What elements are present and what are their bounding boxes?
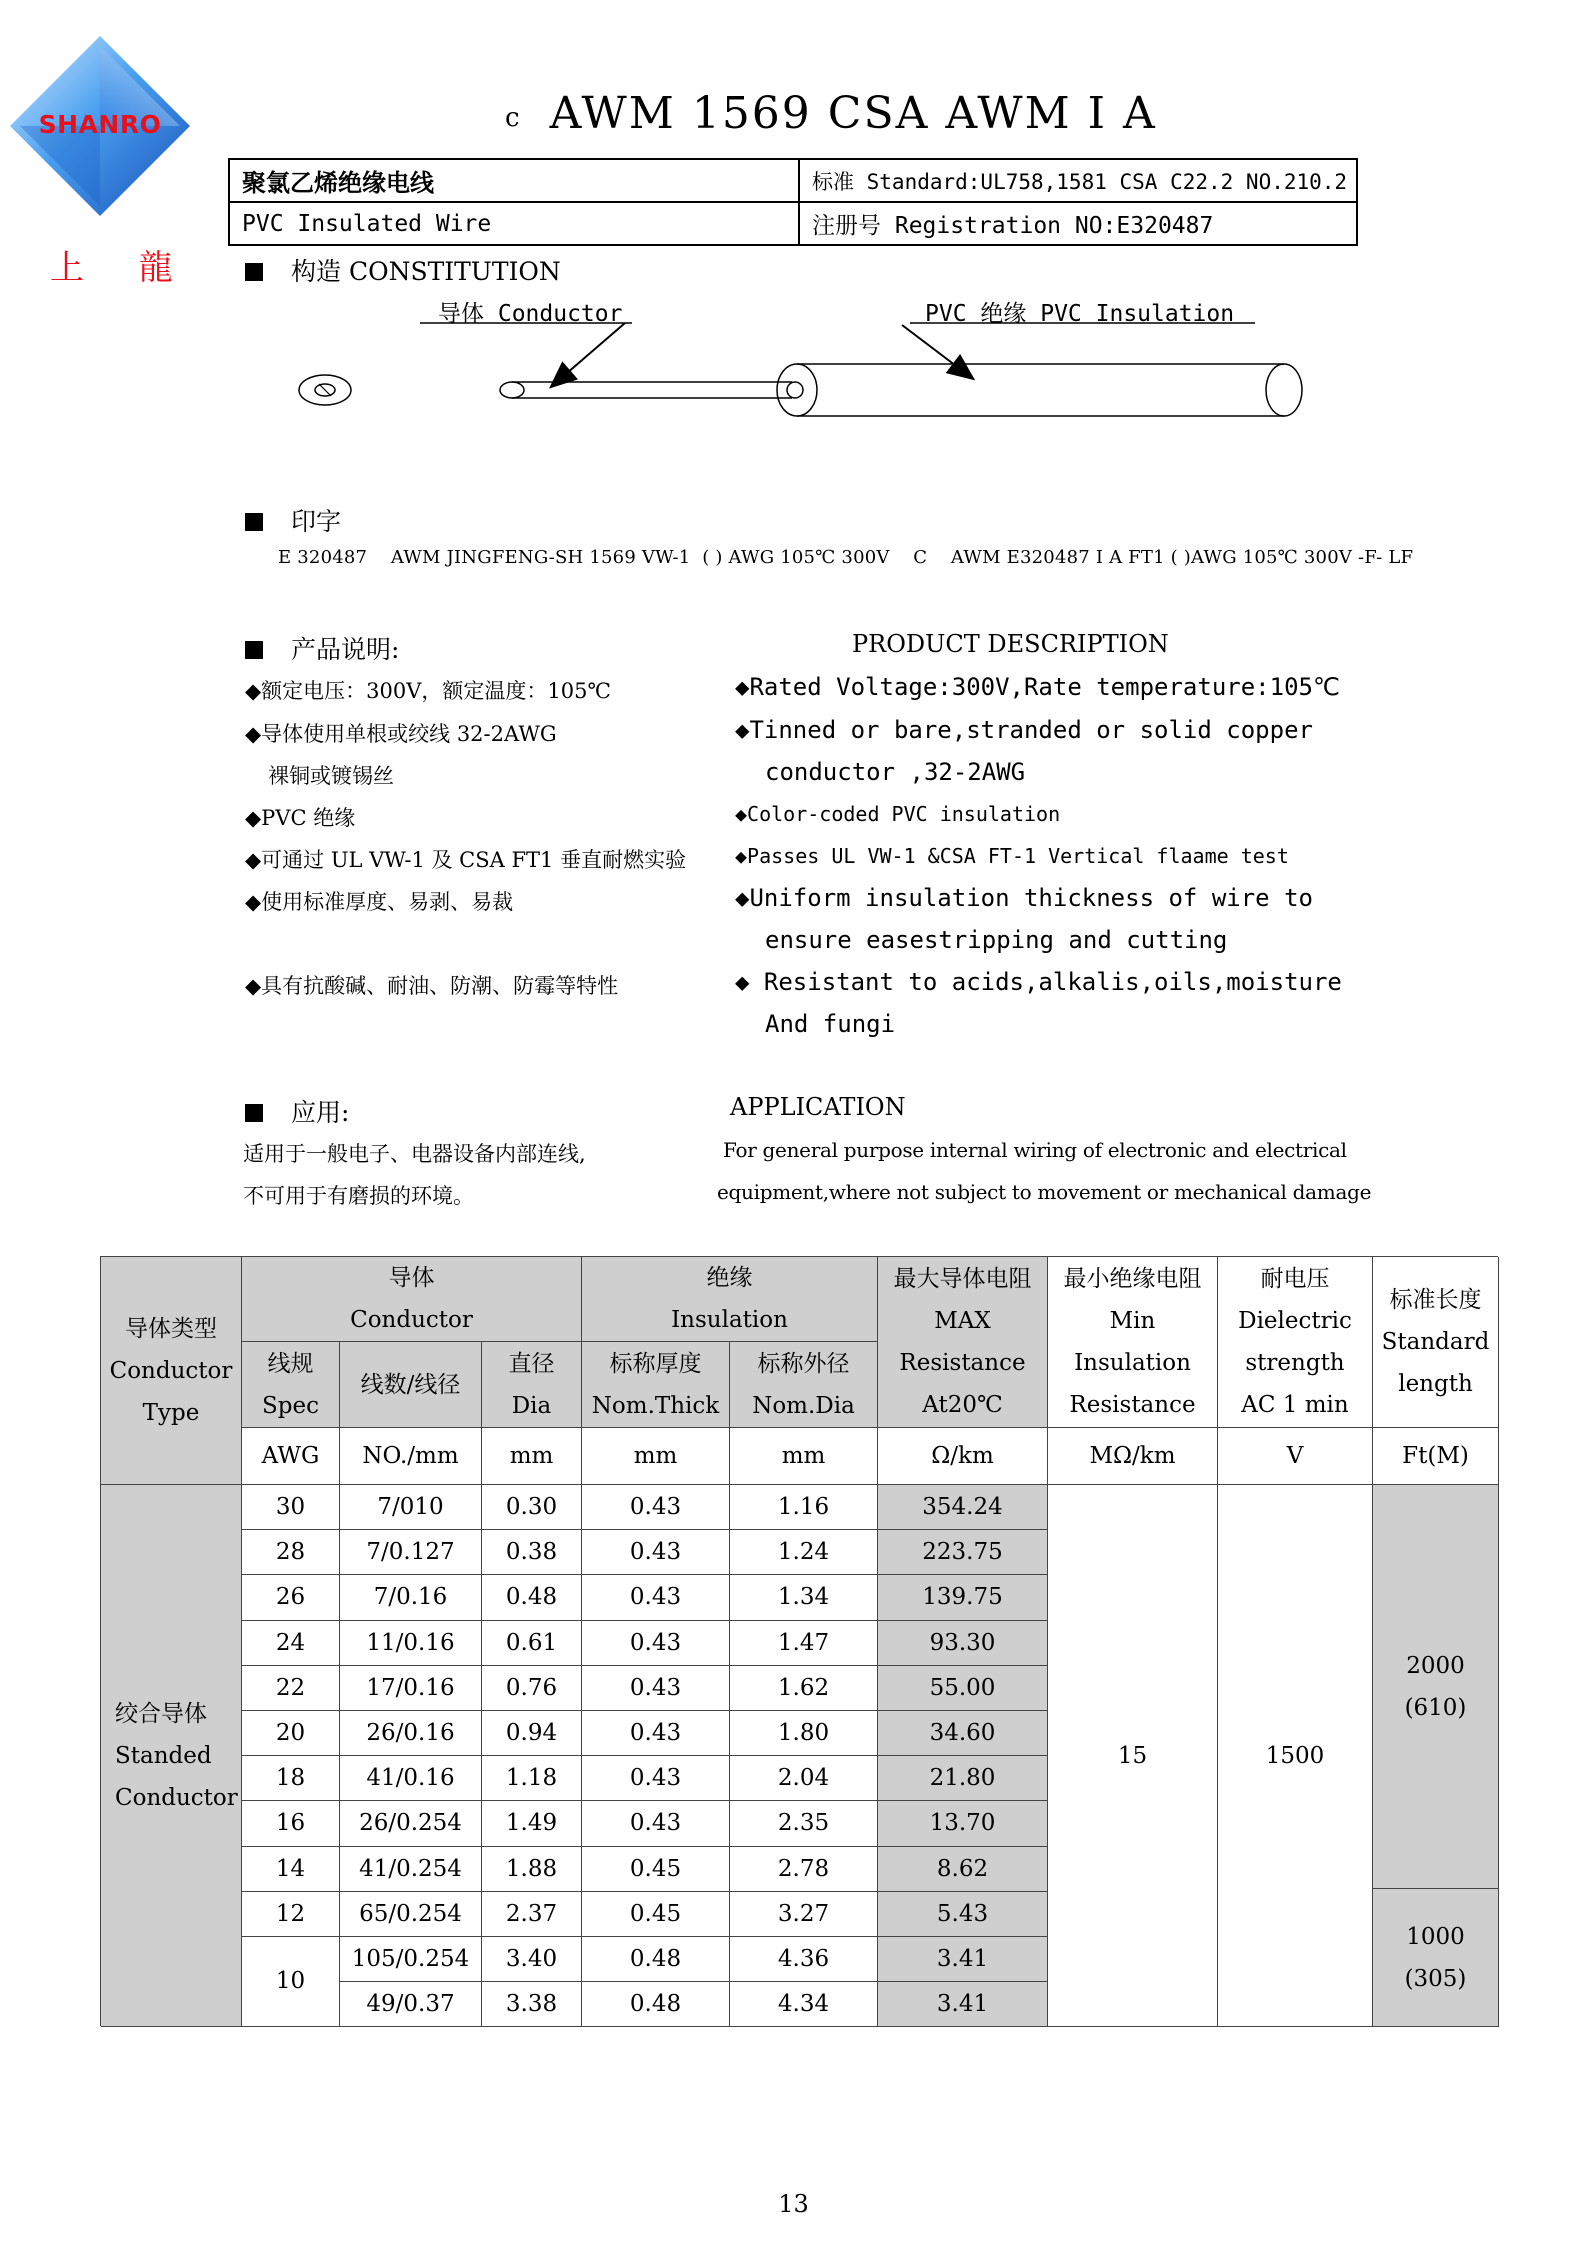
spec-cell: 3.27 — [730, 1892, 878, 1937]
desc-en-7: ensure easestripping and cutting — [765, 926, 1228, 954]
spec-cell: 2.04 — [730, 1756, 878, 1801]
header-strand: 线数/线径 — [340, 1342, 482, 1428]
desc-en-3: conductor ,32-2AWG — [765, 758, 1026, 786]
spec-cell: 21.80 — [878, 1756, 1048, 1801]
header-resistance: 最大导体电阻 MAX Resistance At20℃ — [878, 1257, 1048, 1428]
spec-cell: 22 — [242, 1666, 340, 1711]
unit-resistance: Ω/km — [878, 1428, 1048, 1485]
spec-cell: 3.41 — [878, 1982, 1048, 2027]
unit-odia: mm — [730, 1428, 878, 1485]
spec-cell: 20 — [242, 1711, 340, 1756]
spec-cell: 4.34 — [730, 1982, 878, 2027]
product-en-name: PVC Insulated Wire — [228, 201, 800, 246]
spec-cell: 93.30 — [878, 1621, 1048, 1666]
spec-cell: 8.62 — [878, 1847, 1048, 1892]
spec-cell: 223.75 — [878, 1530, 1048, 1575]
page-title — [505, 88, 1157, 139]
desc-cn-1: ◆额定电压：300V，额定温度：105℃ — [245, 679, 611, 703]
header-dia: 直径 Dia — [482, 1342, 582, 1428]
application-cn-2: 不可用于有磨损的环境。 — [243, 1184, 474, 1208]
conductor-label: 导体 Conductor — [438, 301, 623, 327]
header-dielectric: 耐电压 Dielectric strength AC 1 min — [1218, 1257, 1373, 1428]
page-number: 13 — [778, 2190, 809, 2218]
spec-cell: 3.41 — [878, 1937, 1048, 1982]
spec-cell: 28 — [242, 1530, 340, 1575]
desc-en-8: ◆ Resistant to acids,alkalis,oils,moisture — [735, 968, 1342, 996]
spec-table — [100, 1256, 1498, 2026]
spec-cell: 34.60 — [878, 1711, 1048, 1756]
spec-cell: 0.43 — [582, 1711, 730, 1756]
spec-cell: 11/0.16 — [340, 1621, 482, 1666]
spec-cell: 1.62 — [730, 1666, 878, 1711]
square-bullet-icon — [245, 513, 263, 531]
header-conductor: 导体 Conductor — [242, 1257, 582, 1342]
unit-strand: NO./mm — [340, 1428, 482, 1485]
wire-construction-diagram — [280, 310, 1340, 430]
header-insulation-resistance: 最小绝缘电阻 Min Insulation Resistance — [1048, 1257, 1218, 1428]
spec-cell: 354.24 — [878, 1485, 1048, 1530]
desc-cn-6: ◆使用标准厚度、易剥、易裁 — [245, 890, 514, 914]
unit-thick: mm — [582, 1428, 730, 1485]
length-value-b: 1000 (305) — [1373, 1889, 1499, 2027]
unit-ins-res: MΩ/km — [1048, 1428, 1218, 1485]
description-heading-en: PRODUCT DESCRIPTION — [852, 630, 1169, 658]
spec-cell: 30 — [242, 1485, 340, 1530]
application-heading-cn: 应用: — [245, 1093, 349, 1129]
header-nom-thick: 标称厚度 Nom.Thick — [582, 1342, 730, 1428]
description-heading-cn: 产品说明: — [245, 630, 399, 666]
spec-cell: 105/0.254 — [340, 1937, 482, 1982]
product-cn-name: 聚氯乙烯绝缘电线 — [228, 158, 800, 203]
registration-cell: 注册号 Registration NO:E320487 — [798, 201, 1358, 246]
spec-cell: 65/0.254 — [340, 1892, 482, 1937]
header-insulation: 绝缘 Insulation — [582, 1257, 878, 1342]
insulation-resistance-value: 15 — [1048, 1485, 1218, 2027]
printing-text: E 320487 AWM JINGFENG-SH 1569 VW-1 ( ) AWG 105℃ 300V C AWM E320487 I A FT1 ( )AWG 105℃ 300V -F- LF — [278, 547, 1414, 568]
header-length: 标准长度 Standard length — [1373, 1257, 1499, 1428]
length-value-a: 2000 (610) — [1373, 1485, 1499, 1889]
spec-cell: 1.88 — [482, 1847, 582, 1892]
header-spec: 线规 Spec — [242, 1342, 340, 1428]
spec-cell: 5.43 — [878, 1892, 1048, 1937]
spec-cell: 1.80 — [730, 1711, 878, 1756]
spec-cell: 18 — [242, 1756, 340, 1801]
header-nom-dia: 标称外径 Nom.Dia — [730, 1342, 878, 1428]
spec-cell: 0.76 — [482, 1666, 582, 1711]
construction-heading: 构造 CONSTITUTION — [245, 252, 561, 288]
spec-cell: 0.43 — [582, 1756, 730, 1801]
spec-cell: 1.16 — [730, 1485, 878, 1530]
desc-cn-4: ◆PVC 绝缘 — [245, 806, 356, 830]
spec-cell: 7/010 — [340, 1485, 482, 1530]
spec-cell: 0.43 — [582, 1485, 730, 1530]
spec-cell: 0.43 — [582, 1621, 730, 1666]
spec-cell: 55.00 — [878, 1666, 1048, 1711]
application-en-1: For general purpose internal wiring of electronic and electrical — [723, 1138, 1347, 1162]
spec-cell: 16 — [242, 1801, 340, 1846]
spec-cell: 41/0.16 — [340, 1756, 482, 1801]
desc-en-2: ◆Tinned or bare,stranded or solid copper — [735, 716, 1313, 744]
square-bullet-icon — [245, 263, 263, 281]
spec-cell: 13.70 — [878, 1801, 1048, 1846]
spec-cell: 7/0.127 — [340, 1530, 482, 1575]
spec-cell: 26/0.254 — [340, 1801, 482, 1846]
spec-cell: 2.78 — [730, 1847, 878, 1892]
logo-chinese-name: 上 龍 — [50, 248, 195, 288]
spec-cell: 0.43 — [582, 1530, 730, 1575]
application-en-2: equipment,where not subject to movement or mechanical damage — [717, 1180, 1372, 1204]
spec-cell: 0.48 — [582, 1982, 730, 2027]
spec-cell: 1.34 — [730, 1575, 878, 1620]
title-prefix: c — [505, 103, 522, 133]
spec-cell: 17/0.16 — [340, 1666, 482, 1711]
spec-cell: 0.43 — [582, 1575, 730, 1620]
spec-cell: 0.30 — [482, 1485, 582, 1530]
spec-cell: 14 — [242, 1847, 340, 1892]
unit-length: Ft(M) — [1373, 1428, 1499, 1485]
desc-en-9: And fungi — [765, 1010, 896, 1038]
spec-cell: 1.18 — [482, 1756, 582, 1801]
application-cn-1: 适用于一般电子、电器设备内部连线, — [243, 1142, 586, 1166]
type-stranded-conductor: 绞合导体 Standed Conductor — [101, 1485, 242, 2027]
title-main: AWM 1569 CSA AWM Ⅰ A — [549, 88, 1157, 139]
spec-cell: 0.94 — [482, 1711, 582, 1756]
desc-cn-5: ◆可通过 UL VW-1 及 CSA FT1 垂直耐燃实验 — [245, 848, 687, 872]
unit-awg: AWG — [242, 1428, 340, 1485]
desc-cn-3: 裸铜或镀锡丝 — [268, 764, 394, 788]
spec-cell: 3.38 — [482, 1982, 582, 2027]
desc-en-5: ◆Passes UL VW-1 &CSA FT-1 Vertical flaame test — [735, 844, 1289, 868]
spec-cell: 1.24 — [730, 1530, 878, 1575]
spec-cell: 0.48 — [482, 1575, 582, 1620]
spec-cell: 1.47 — [730, 1621, 878, 1666]
spec-cell: 1.49 — [482, 1801, 582, 1846]
spec-cell: 4.36 — [730, 1937, 878, 1982]
spec-cell: 2.37 — [482, 1892, 582, 1937]
square-bullet-icon — [245, 1104, 263, 1122]
spec-cell: 139.75 — [878, 1575, 1048, 1620]
desc-cn-7: ◆具有抗酸碱、耐油、防潮、防霉等特性 — [245, 974, 619, 998]
printing-heading: 印字 — [245, 502, 341, 538]
spec-awg-10: 10 — [242, 1935, 340, 2027]
application-heading-en: APPLICATION — [730, 1093, 906, 1121]
spec-cell: 12 — [242, 1892, 340, 1937]
header-conductor-type: 导体类型 Conductor Type — [101, 1257, 242, 1485]
spec-cell: 2.35 — [730, 1801, 878, 1846]
spec-cell: 41/0.254 — [340, 1847, 482, 1892]
spec-cell: 0.48 — [582, 1937, 730, 1982]
spec-cell: 26 — [242, 1575, 340, 1620]
unit-voltage: V — [1218, 1428, 1373, 1485]
spec-cell: 0.61 — [482, 1621, 582, 1666]
spec-cell: 26/0.16 — [340, 1711, 482, 1756]
spec-cell: 0.43 — [582, 1801, 730, 1846]
spec-cell: 0.45 — [582, 1892, 730, 1937]
spec-cell: 49/0.37 — [340, 1982, 482, 2027]
square-bullet-icon — [245, 641, 263, 659]
logo-text: SHANRO — [38, 110, 162, 139]
spec-cell: 0.43 — [582, 1666, 730, 1711]
desc-en-1: ◆Rated Voltage:300V,Rate temperature:105℃ — [735, 673, 1340, 701]
unit-dia: mm — [482, 1428, 582, 1485]
standard-cell: 标准 Standard:UL758,1581 CSA C22.2 NO.210.2 — [798, 158, 1358, 203]
insulation-label: PVC 绝缘 PVC Insulation — [925, 301, 1235, 327]
desc-en-6: ◆Uniform insulation thickness of wire to — [735, 884, 1313, 912]
spec-cell: 24 — [242, 1621, 340, 1666]
spec-cell: 3.40 — [482, 1937, 582, 1982]
desc-en-4: ◆Color-coded PVC insulation — [735, 802, 1061, 826]
desc-cn-2: ◆导体使用单根或绞线 32-2AWG — [245, 722, 557, 746]
spec-cell: 7/0.16 — [340, 1575, 482, 1620]
dielectric-value: 1500 — [1218, 1485, 1373, 2027]
spec-cell: 0.38 — [482, 1530, 582, 1575]
spec-cell: 0.45 — [582, 1847, 730, 1892]
